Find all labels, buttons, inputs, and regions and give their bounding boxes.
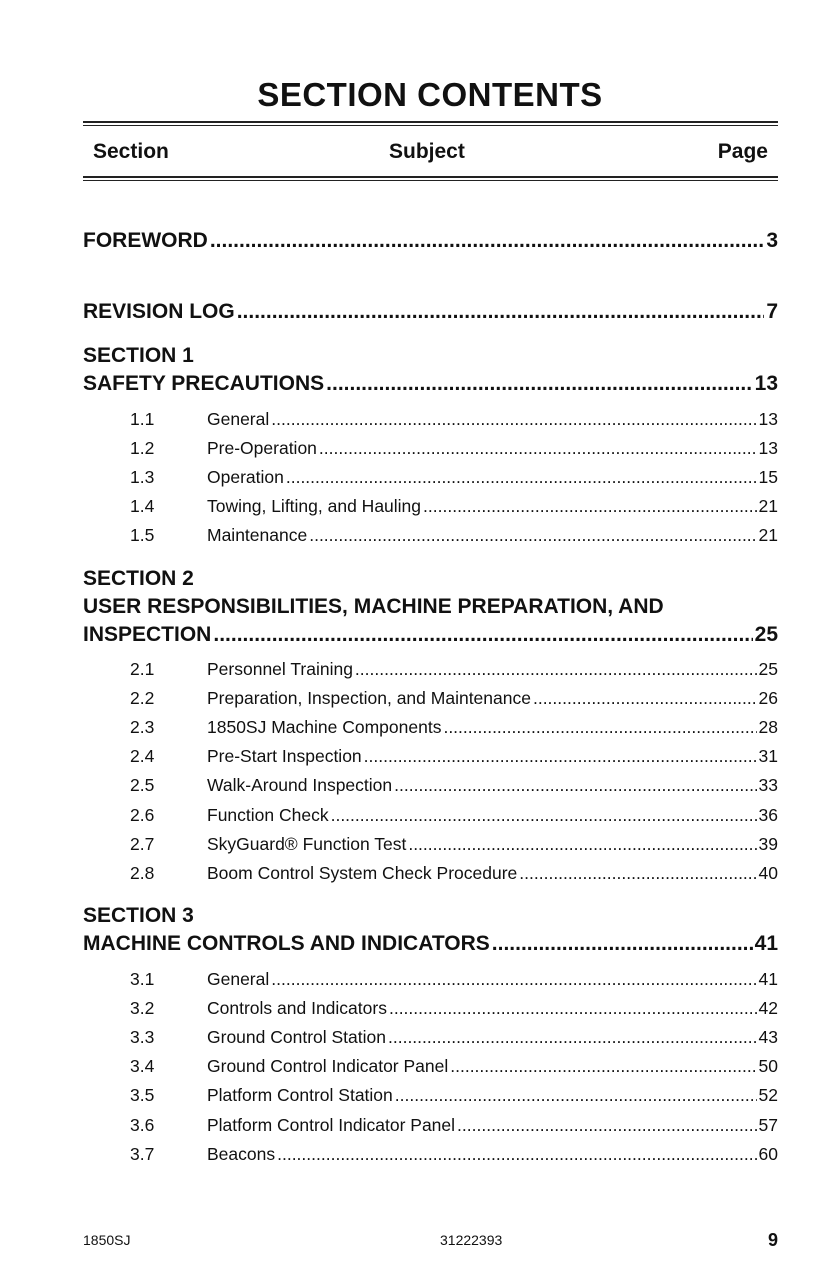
subentry-label: Function Check xyxy=(207,804,329,825)
subentry-label: Personnel Training xyxy=(207,659,353,679)
subentry-page: 28 xyxy=(758,717,778,738)
subentry-label: General xyxy=(207,409,270,429)
footer-page-number: 9 xyxy=(767,1230,778,1250)
leader-dots xyxy=(443,713,756,742)
subentry-label: Preparation, Inspection, and Maintenance xyxy=(207,688,531,709)
subentry-page: 42 xyxy=(758,998,778,1019)
leader-dots xyxy=(389,994,757,1023)
column-header xyxy=(83,140,778,170)
subentry-page: 41 xyxy=(758,969,778,989)
subentry-label: Boom Control System Check Procedure xyxy=(207,862,518,883)
subentry-page: 13 xyxy=(758,409,778,429)
leader-dots xyxy=(326,370,752,398)
toc-entry-label: FOREWORD xyxy=(83,229,208,252)
leader-dots xyxy=(533,684,757,713)
subentry-number: 3.4 xyxy=(130,1056,155,1077)
page-title: SECTION CONTENTS xyxy=(257,76,603,113)
column-header-subject: Subject xyxy=(389,140,465,163)
footer-doc-number: 31222393 xyxy=(440,1232,503,1248)
subentry-page: 52 xyxy=(758,1085,778,1106)
subentry-label: Controls and Indicators xyxy=(207,998,387,1019)
leader-dots xyxy=(277,1140,756,1169)
subentry-label: Towing, Lifting, and Hauling xyxy=(207,496,422,516)
section-heading: SECTION 1 xyxy=(83,344,194,367)
toc-entry-page: 7 xyxy=(766,300,778,323)
section-title: MACHINE CONTROLS AND INDICATORS xyxy=(83,932,490,955)
leader-dots xyxy=(423,492,757,521)
subentry-number: 2.2 xyxy=(130,688,155,709)
subentry-number: 1.1 xyxy=(130,409,155,429)
header-top-rule xyxy=(83,121,778,126)
subentry-page: 40 xyxy=(758,862,778,883)
column-header-section: Section xyxy=(93,140,169,163)
leader-dots xyxy=(408,830,756,859)
subentry-number: 2.8 xyxy=(130,862,155,883)
subentry-label: General xyxy=(207,969,270,989)
subentry-label: Platform Control Indicator Panel xyxy=(207,1114,456,1135)
leader-dots xyxy=(355,655,757,684)
toc-entry-foreword[interactable] xyxy=(83,227,778,255)
leader-dots xyxy=(286,463,757,492)
toc-section-2[interactable] xyxy=(83,565,778,649)
section-title-line2: INSPECTION xyxy=(83,623,212,646)
subentry-number: 2.6 xyxy=(130,804,155,825)
subentry-page: 33 xyxy=(758,775,778,796)
section-title-line1: USER RESPONSIBILITIES, MACHINE PREPARATION, AND xyxy=(83,595,664,618)
leader-dots xyxy=(213,621,752,649)
leader-dots xyxy=(457,1111,756,1140)
subentry-number: 2.7 xyxy=(130,833,155,854)
leader-dots xyxy=(319,434,757,463)
section-title: SAFETY PRECAUTIONS xyxy=(83,372,325,395)
leader-dots xyxy=(210,227,764,255)
subentry-page: 31 xyxy=(758,746,778,767)
subentry-page: 57 xyxy=(758,1114,778,1135)
subentry-number: 1.2 xyxy=(130,438,155,458)
subentry-label: Maintenance xyxy=(207,525,308,545)
subentry-page: 50 xyxy=(758,1056,778,1077)
subentry-number: 1.4 xyxy=(130,496,155,516)
toc-entry-label: REVISION LOG xyxy=(83,300,235,323)
section-heading: SECTION 2 xyxy=(83,567,194,590)
subentry-number: 1.5 xyxy=(130,525,155,545)
subentry-label: Platform Control Station xyxy=(207,1085,393,1106)
subentry-page: 39 xyxy=(758,833,778,854)
subentry-label: 1850SJ Machine Components xyxy=(207,717,442,738)
leader-dots xyxy=(309,521,756,550)
leader-dots xyxy=(492,930,753,958)
leader-dots xyxy=(450,1052,756,1081)
toc-entry-revision-log[interactable] xyxy=(83,298,778,326)
leader-dots xyxy=(271,965,756,994)
subentry-page: 13 xyxy=(758,438,778,458)
subentry-label: Ground Control Indicator Panel xyxy=(207,1056,449,1077)
subentry-number: 2.4 xyxy=(130,746,155,767)
column-header-page: Page xyxy=(717,140,768,163)
toc-section-1[interactable] xyxy=(83,342,778,398)
subentry-page: 43 xyxy=(758,1027,778,1048)
section-heading: SECTION 3 xyxy=(83,904,194,927)
subentry-number: 3.7 xyxy=(130,1143,155,1164)
leader-dots xyxy=(519,859,756,888)
subentry-page: 60 xyxy=(758,1143,778,1164)
toc-section-3[interactable] xyxy=(83,902,778,958)
subentry-number: 3.1 xyxy=(130,969,155,989)
leader-dots xyxy=(395,1081,757,1110)
subentry-label: Pre-Start Inspection xyxy=(207,746,362,767)
subentry-label: Operation xyxy=(207,467,284,487)
leader-dots xyxy=(364,742,757,771)
subentry-label: Pre-Operation xyxy=(207,438,317,458)
subentry-label: Walk-Around Inspection xyxy=(207,775,393,796)
leader-dots xyxy=(237,298,765,326)
subentry-number: 3.3 xyxy=(130,1027,155,1048)
subentry-number: 3.6 xyxy=(130,1114,155,1135)
section-page: 25 xyxy=(754,623,778,646)
leader-dots xyxy=(271,405,756,434)
subentry-page: 25 xyxy=(758,659,778,679)
leader-dots xyxy=(394,771,756,800)
subentry-page: 21 xyxy=(758,496,778,516)
subentry-page: 36 xyxy=(758,804,778,825)
subentry-number: 2.5 xyxy=(130,775,155,796)
subentry-number: 1.3 xyxy=(130,467,155,487)
subentry-page: 26 xyxy=(758,688,778,709)
leader-dots xyxy=(331,801,757,830)
subentry-label: SkyGuard® Function Test xyxy=(207,833,407,854)
footer-model: 1850SJ xyxy=(83,1232,131,1248)
subentry-number: 3.5 xyxy=(130,1085,155,1106)
subentry-page: 15 xyxy=(758,467,778,487)
toc-entry-page: 3 xyxy=(766,229,778,252)
section-page: 41 xyxy=(754,932,778,955)
leader-dots xyxy=(388,1023,757,1052)
subentry-label: Beacons xyxy=(207,1143,276,1164)
section-page: 13 xyxy=(754,372,778,395)
subentry-label: Ground Control Station xyxy=(207,1027,386,1048)
header-bottom-rule xyxy=(83,176,778,181)
subentry-number: 2.1 xyxy=(130,659,155,679)
subentry-number: 2.3 xyxy=(130,717,155,738)
subentry-page: 21 xyxy=(758,525,778,545)
subentry-number: 3.2 xyxy=(130,998,155,1019)
